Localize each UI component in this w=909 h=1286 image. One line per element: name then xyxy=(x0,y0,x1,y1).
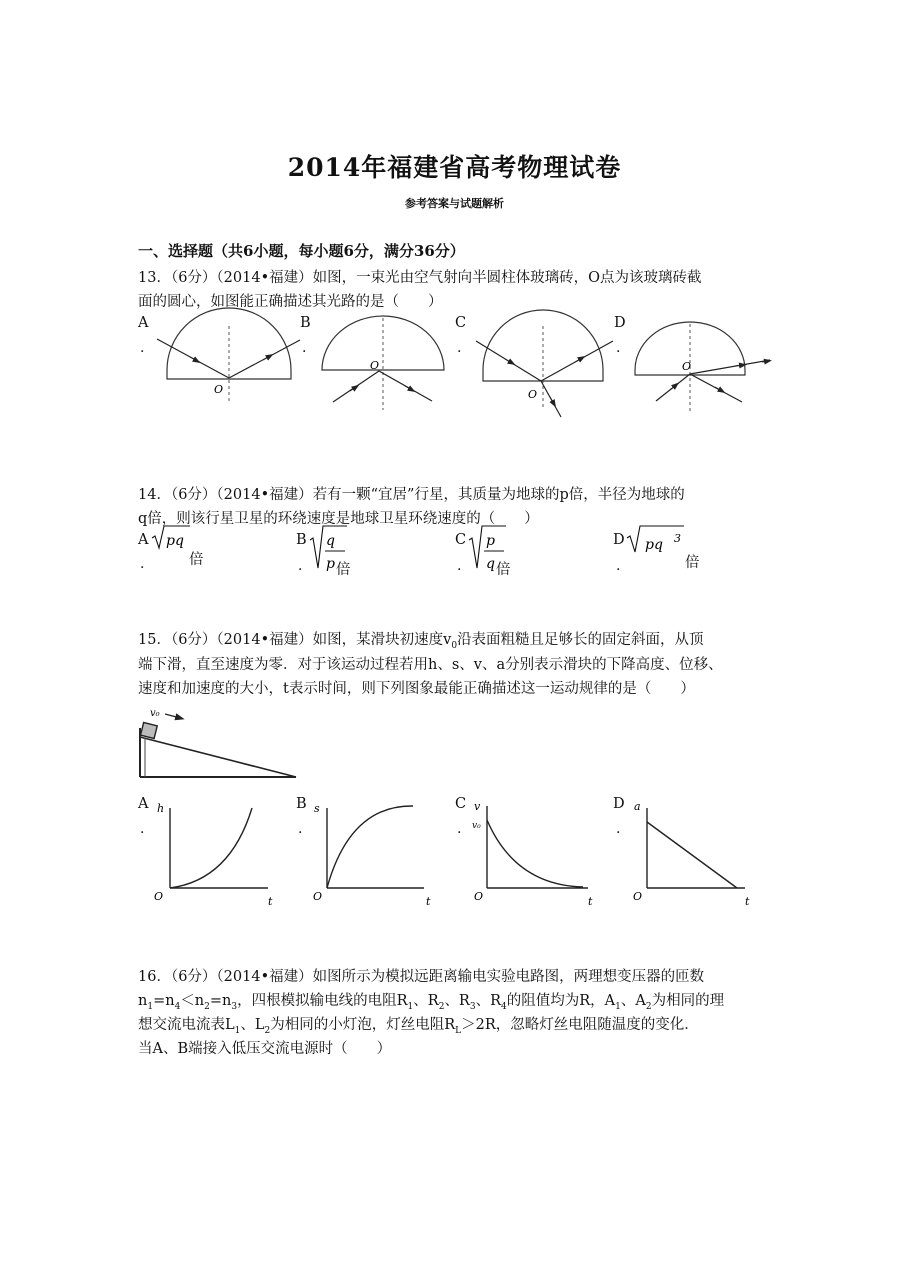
q13-d-point-o: O xyxy=(682,360,692,373)
q15-graph-c xyxy=(472,800,593,908)
svg-text:p: p xyxy=(486,533,495,549)
q14-option-c-label: C xyxy=(455,532,467,548)
exam-subtitle: 参考答案与试题解析 xyxy=(405,197,504,210)
svg-text:O: O xyxy=(154,890,164,903)
q16-text-line4: 当A、B端接入低压交流电源时（ ） xyxy=(138,1041,392,1057)
svg-text:O: O xyxy=(633,890,643,903)
svg-text:p: p xyxy=(326,556,335,572)
q15-graph-b xyxy=(313,802,431,908)
svg-text:q: q xyxy=(486,556,495,572)
svg-text:v₀: v₀ xyxy=(472,821,481,831)
q15-option-a-dot: . xyxy=(140,821,145,837)
q15-option-a-label: A xyxy=(138,796,149,812)
q15-option-b-label: B xyxy=(296,796,307,812)
svg-text:t: t xyxy=(268,895,273,908)
q14-b-unit: 倍 xyxy=(336,562,351,578)
q14-option-c-dot: . xyxy=(457,558,462,574)
q16-text-line1: 16．（6分）（2014•福建）如图所示为模拟远距离输电实验电路图，两理想变压器的匝数 xyxy=(138,969,705,985)
q16-text-line3: 想交流电流表$L_1$、$L_2$为相同的小灯泡，灯丝电阻$R_L>2R$，忽略灯丝电阻随温度的变化． xyxy=(138,1017,699,1036)
q15-v0-label: v₀ xyxy=(150,708,160,719)
svg-text:O: O xyxy=(474,890,484,903)
svg-text:O: O xyxy=(313,890,323,903)
q14-option-a-dot: . xyxy=(140,556,145,572)
q13-option-b-label: B xyxy=(300,315,311,331)
svg-text:v: v xyxy=(474,800,481,813)
svg-text:s: s xyxy=(314,802,320,815)
q14-text-line1: 14．（6分）（2014•福建）若有一颗“宜居”行星，其质量为地球的p倍，半径为地球的 xyxy=(138,487,685,503)
q13-b-point-o: O xyxy=(370,359,380,372)
q14-option-a-label: A xyxy=(138,532,149,548)
q15-option-d-label: D xyxy=(613,796,625,812)
q15-text-line3: 速度和加速度的大小，t表示时间，则下列图象最能正确描述这一运动规律的是（ ） xyxy=(138,681,695,697)
q15-option-d-dot: . xyxy=(616,821,621,837)
q14-option-b-label: B xyxy=(296,532,307,548)
q13-option-c-dot: . xyxy=(457,340,462,356)
q15-text-line2: 端下滑，直至速度为零．对于该运动过程若用h、s、v、a分别表示滑块的下降高度、位移、 xyxy=(138,657,723,673)
svg-text:t: t xyxy=(745,895,750,908)
svg-text:pq: pq xyxy=(645,537,663,553)
q14-option-b-dot: . xyxy=(298,558,303,574)
q13-text-line1: 13．（6分）（2014•福建）如图，一束光由空气射向半圆柱体玻璃砖，O点为该玻璃砖截 xyxy=(138,270,702,286)
q15-option-b-dot: . xyxy=(298,821,303,837)
svg-text:h: h xyxy=(157,802,165,815)
q14-option-d-dot: . xyxy=(616,558,621,574)
q13-option-d-label: D xyxy=(614,315,626,331)
svg-text:3: 3 xyxy=(674,532,681,545)
q13-c-point-o: O xyxy=(528,388,538,401)
q13-text-line2: 面的圆心，如图能正确描述其光路的是（ ） xyxy=(138,294,443,310)
svg-text:t: t xyxy=(426,895,431,908)
q14-a-unit: 倍 xyxy=(189,552,204,568)
svg-text:q: q xyxy=(326,533,335,549)
q13-option-c-label: C xyxy=(455,315,467,331)
q14-c-unit: 倍 xyxy=(496,562,511,578)
q13-option-a-dot: . xyxy=(140,340,145,356)
svg-text:t: t xyxy=(588,895,593,908)
q15-graph-d xyxy=(633,800,750,908)
section-heading: 一、选择题（共6小题，每小题6分，满分36分） xyxy=(138,242,465,260)
q16-text-line2: $n_1=n_4<n_2=n_3$，四根模拟输电线的电阻$R_1$、$R_2$、$R_3$、$R_4$的阻值均为R，$A_1$、$A_2$为相同的理 xyxy=(138,993,725,1012)
q13-option-d-dot: . xyxy=(616,340,621,356)
svg-text:pq: pq xyxy=(166,533,184,549)
q14-option-d-label: D xyxy=(613,532,625,548)
q13-a-point-o: O xyxy=(214,383,224,396)
q14-text-line2: q倍，则该行星卫星的环绕速度是地球卫星环绕速度的（ ） xyxy=(138,511,539,527)
q14-d-unit: 倍 xyxy=(685,555,700,571)
q13-option-b-dot: . xyxy=(302,340,307,356)
q15-text-line1: 15．（6分）（2014•福建）如图，某滑块初速度$v_0$沿表面粗糙且足够长的固定斜面，从顶 xyxy=(138,632,704,651)
svg-text:a: a xyxy=(634,800,641,813)
q15-graph-a xyxy=(154,802,273,908)
exam-title: 2014年福建省高考物理试卷 xyxy=(287,153,622,182)
q13-option-a-label: A xyxy=(138,315,149,331)
q15-option-c-dot: . xyxy=(457,821,462,837)
q15-option-c-label: C xyxy=(455,796,467,812)
